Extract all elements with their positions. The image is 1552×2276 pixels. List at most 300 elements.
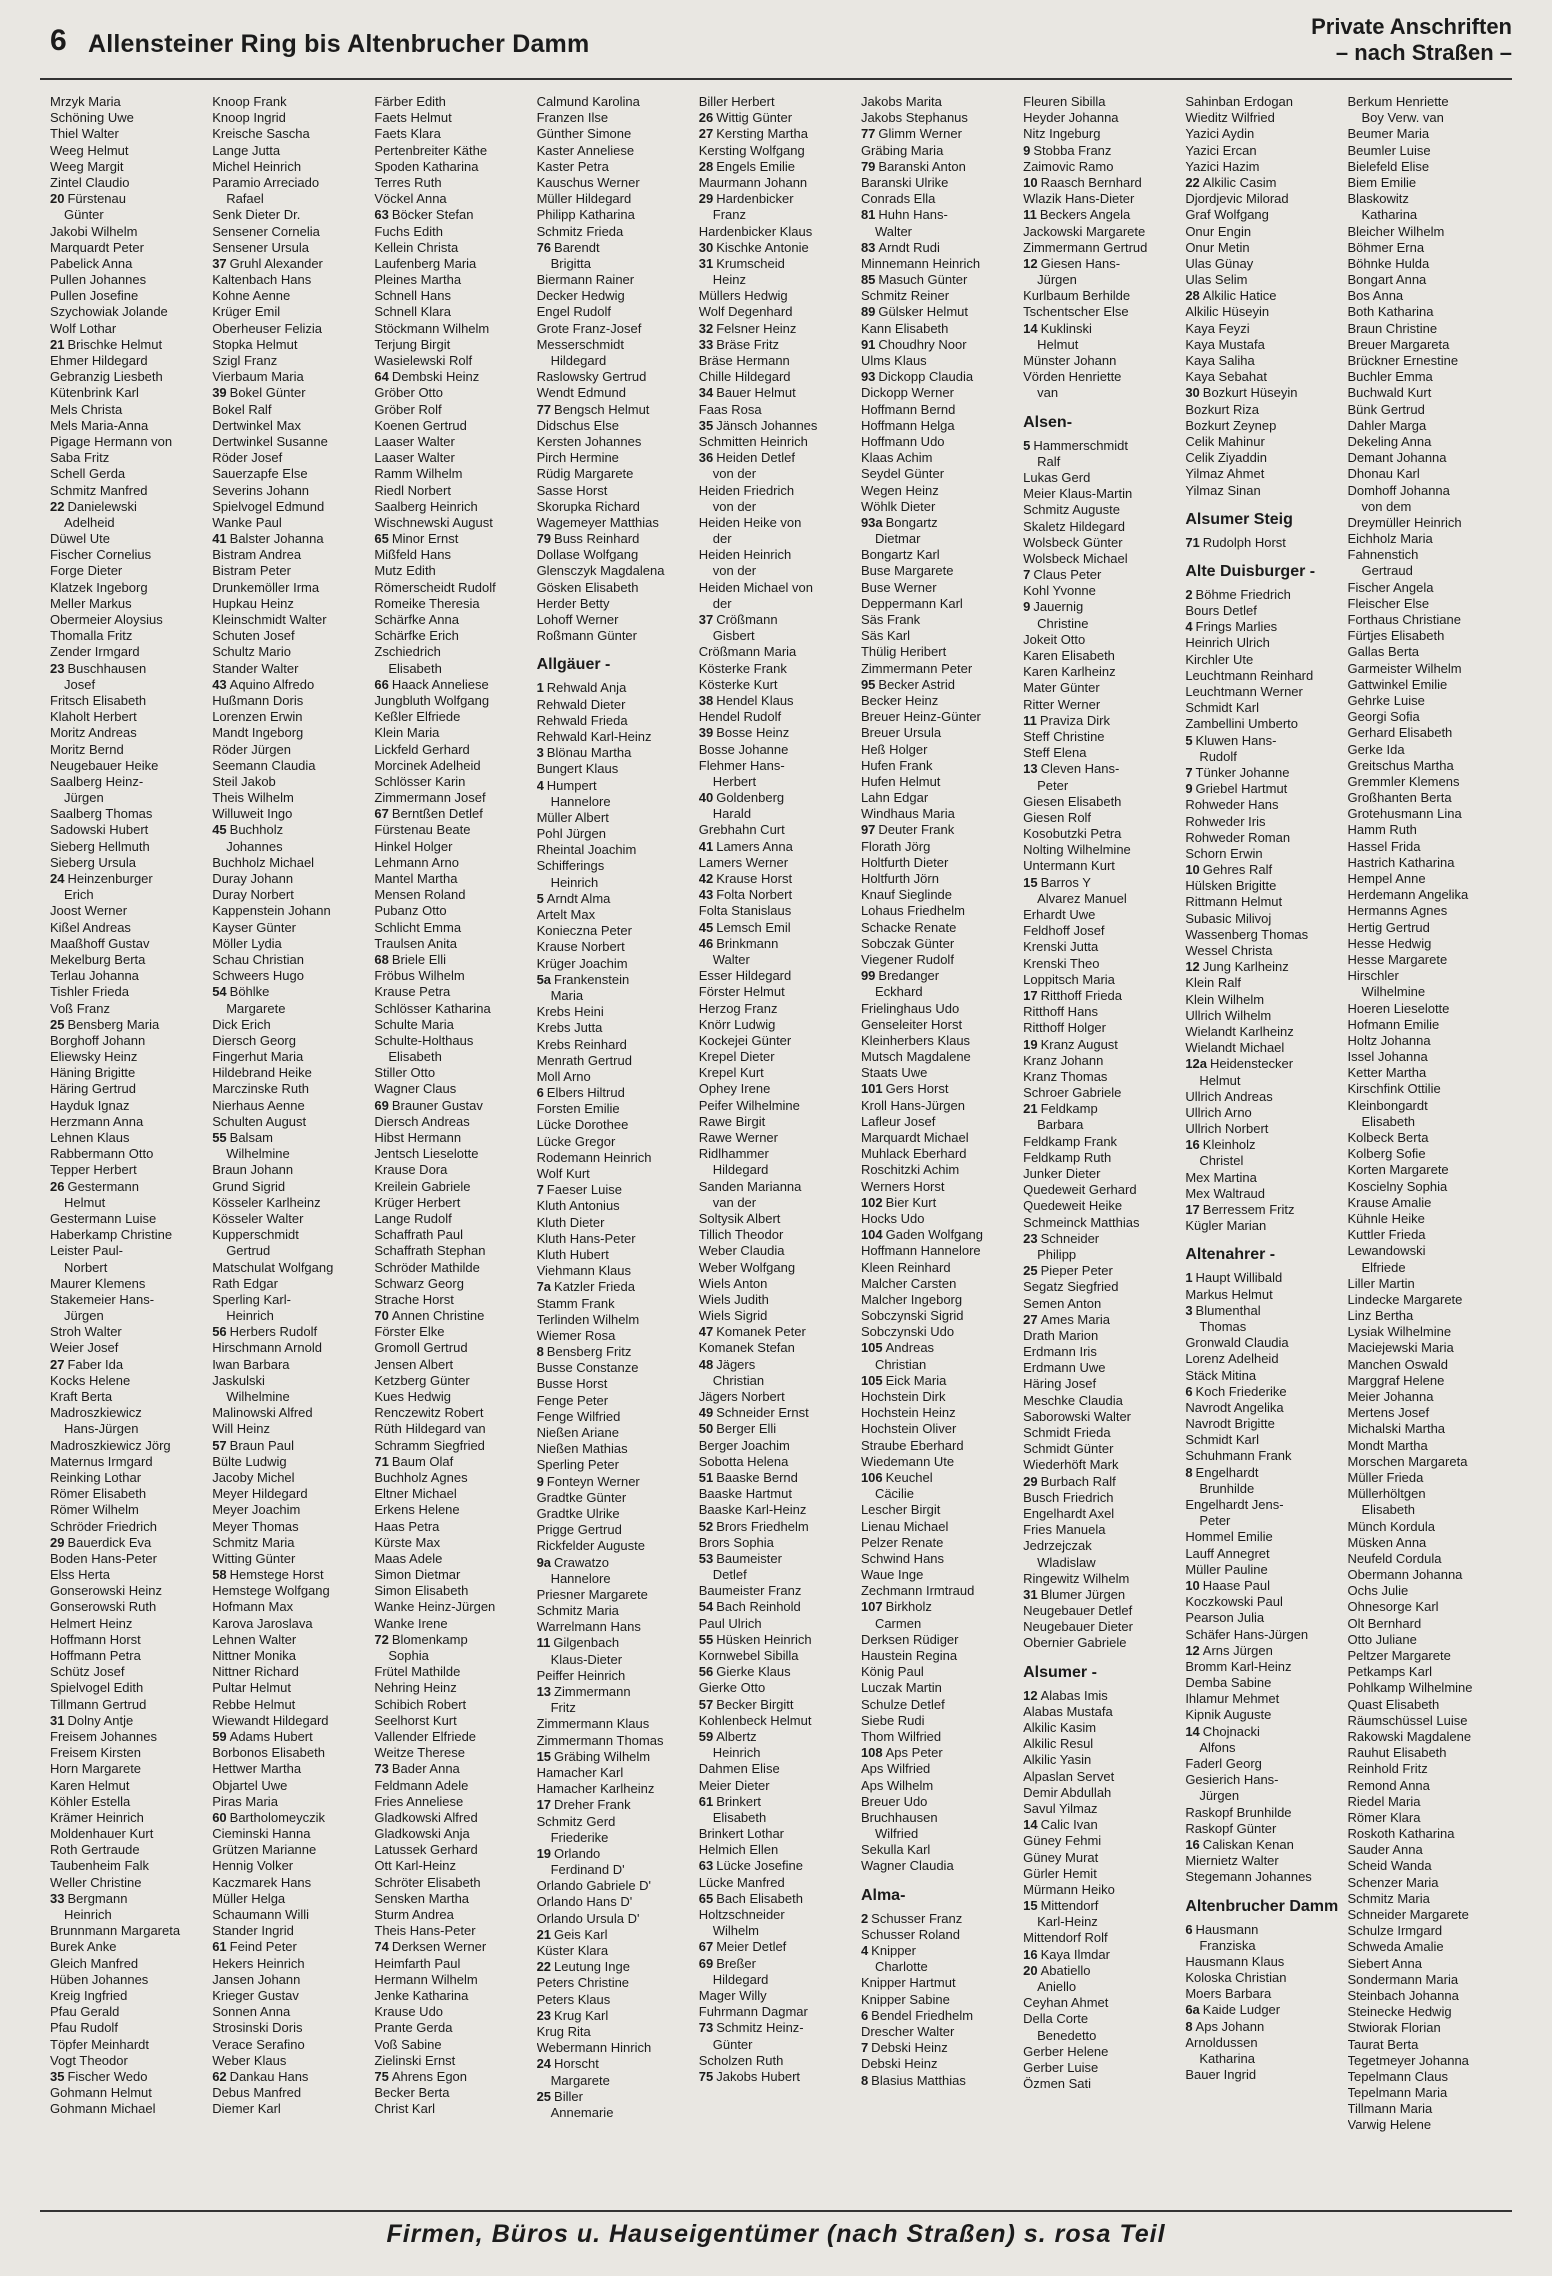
resident-entry: Scholzen Ruth (698, 2052, 784, 2068)
entry-continuation: Rudolf (1199, 748, 1237, 764)
resident-entry: Fleischer Else (1347, 595, 1430, 611)
resident-entry: Graf Wolfgang (1185, 207, 1269, 223)
house-number: 55 (698, 1631, 714, 1647)
resident-entry: Schacke Renate (860, 919, 957, 935)
resident-entry: Sobczynski Sigrid (860, 1308, 964, 1324)
resident-entry: Luczak Martin (860, 1680, 942, 1696)
resident-entry: Buse Werner (860, 579, 937, 595)
house-number: 65 (698, 1890, 714, 1906)
entry-continuation: Heinrich (550, 874, 599, 890)
resident-entry: Wiedemann Ute (860, 1453, 955, 1469)
house-number: 57 (212, 1437, 227, 1453)
resident-entry: Tepelmann Claus (1347, 2068, 1448, 2084)
resident-entry: Mantel Martha (374, 871, 458, 886)
resident-entry (50, 499, 212, 515)
resident-entry: Jaskulski (212, 1372, 265, 1388)
resident-entry: Schulte-Holthaus (374, 1032, 474, 1048)
resident-entry: Jokeit Otto (1023, 631, 1086, 647)
resident-entry: Müller Pauline (1185, 1561, 1268, 1577)
resident-entry: Madroszkiewicz (50, 1405, 142, 1421)
resident-entry: Hirschler (1347, 968, 1399, 984)
resident-name: Goldenberg (716, 790, 785, 806)
resident-entry: Häring Josef (1023, 1376, 1097, 1392)
resident-entry: Kreische Sascha (212, 126, 310, 142)
resident-name: Kuklinski (1040, 320, 1092, 336)
page-number: 6 (50, 24, 67, 57)
resident-entry: Kipnik Auguste (1185, 1707, 1272, 1723)
resident-entry: Konieczna Peter (536, 923, 632, 939)
resident-name: Aps Peter (885, 1745, 943, 1761)
resident-name: Becker Astrid (878, 676, 955, 692)
resident-entry: Gallas Berta (1347, 644, 1420, 660)
resident-entry: Fischer Angela (1347, 579, 1434, 595)
resident-entry: Klein Ralf (1185, 975, 1241, 991)
resident-entry: Kolbeck Berta (1347, 1130, 1429, 1145)
resident-entry: Pultar Helmut (212, 1680, 291, 1696)
resident-entry: Gradtke Günter (536, 1489, 627, 1505)
directory-column (1185, 94, 1347, 2190)
resident-entry: Ritthoff Hans (1023, 1004, 1099, 1020)
resident-name: Geis Karl (554, 1926, 608, 1942)
house-number: 89 (860, 304, 876, 320)
resident-name: Beckers Angela (1039, 207, 1131, 223)
resident-entry: Tegetmeyer Johanna (1347, 2052, 1469, 2068)
resident-entry: Derksen Rüdiger (860, 1631, 959, 1647)
resident-entry (699, 871, 861, 887)
house-number: 14 (1185, 1723, 1200, 1739)
resident-entry: Tishler Frieda (50, 984, 129, 1000)
entry-continuation: Ralf (1037, 453, 1061, 469)
resident-entry: Müller Helga (212, 1890, 286, 1906)
resident-entry: Röder Josef (212, 450, 283, 466)
resident-entry: Tepelmann Maria (1347, 2085, 1448, 2101)
resident-entry: Quedeweit Heike (1023, 1198, 1123, 1214)
resident-entry: Seydel Günter (860, 466, 945, 482)
resident-entry: Holtzschneider (698, 1907, 785, 1922)
house-number: 60 (212, 1809, 227, 1825)
house-number: 69 (374, 1097, 389, 1113)
resident-entry: Engelhardt Axel (1023, 1505, 1115, 1521)
resident-entry: Erhardt Uwe (1023, 907, 1096, 922)
resident-entry: Spielvogel Edmund (212, 498, 325, 514)
resident-entry: Otto Juliane (1347, 1631, 1417, 1647)
resident-entry: Reinking Lothar (50, 1469, 142, 1485)
resident-entry: Hoffmann Bernd (860, 401, 956, 417)
entry-continuation: Ferdinand D' (550, 1862, 625, 1878)
resident-entry: Stamm Frank (536, 1295, 615, 1311)
house-number: 55 (212, 1130, 227, 1145)
resident-name: Crawatzo (554, 1554, 609, 1570)
resident-name: Danielewski (67, 498, 137, 514)
resident-entry (699, 1697, 861, 1713)
resident-entry: Bülte Ludwig (212, 1453, 287, 1469)
resident-entry: Ulms Klaus (860, 353, 927, 368)
resident-entry: Moldenhauer Kurt (50, 1826, 154, 1842)
resident-entry: Kluth Hubert (536, 1246, 609, 1262)
house-number: 14 (1023, 1817, 1038, 1833)
resident-entry (699, 1405, 861, 1421)
resident-entry: Sobczak Günter (860, 935, 955, 951)
resident-entry: Hemstege Wolfgang (212, 1583, 330, 1599)
resident-entry: Malcher Ingeborg (860, 1291, 963, 1307)
resident-entry: Wanke Heinz-Jürgen (374, 1599, 496, 1615)
resident-entry: Kohne Aenne (212, 288, 291, 304)
house-number: 21 (1023, 1101, 1038, 1117)
house-number: 75 (374, 2068, 389, 2084)
resident-entry: Engel Rudolf (536, 304, 612, 320)
resident-entry: Diemer Karl (212, 2101, 281, 2117)
resident-entry: Erkens Helene (374, 1502, 460, 1518)
resident-entry: Küster Klara (536, 1943, 609, 1958)
resident-entry (537, 1474, 699, 1490)
resident-entry: Bleicher Wilhelm (1347, 223, 1445, 239)
resident-entry (537, 891, 699, 907)
directory-column (1023, 94, 1185, 2190)
resident-entry: Hermanns Agnes (1347, 903, 1448, 919)
resident-entry: Böhnke Hulda (1347, 255, 1430, 271)
resident-entry: Alkilic Kasim (1023, 1720, 1097, 1735)
resident-entry: Kersten Johannes (536, 433, 642, 449)
resident-entry (212, 984, 374, 1000)
resident-entry: Ulas Selim (1185, 272, 1248, 288)
house-number: 25 (536, 2088, 552, 2104)
resident-name: Koch Friederike (1195, 1383, 1287, 1399)
resident-entry: Hufen Helmut (860, 773, 941, 789)
resident-entry: Brors Sophia (698, 1534, 774, 1550)
resident-entry (374, 677, 536, 693)
house-number: 42 (698, 871, 714, 886)
resident-entry: Hoffmann Udo (860, 433, 945, 449)
resident-entry: Gonserowski Heinz (50, 1583, 162, 1599)
resident-entry: Jenke Katharina (374, 1987, 469, 2003)
resident-entry: Viehmann Klaus (536, 1263, 631, 1279)
resident-entry: Kuttler Frieda (1347, 1227, 1426, 1243)
resident-entry (212, 385, 374, 401)
resident-entry (1185, 765, 1347, 781)
resident-entry: Ulas Günay (1185, 255, 1254, 271)
resident-entry: Krämer Heinrich (50, 1809, 144, 1825)
directory-column (699, 94, 861, 2190)
house-number: 106 (860, 1469, 883, 1485)
resident-entry (1185, 2002, 1347, 2018)
resident-entry: Erdmann Iris (1023, 1344, 1097, 1360)
resident-entry: Kellein Christa (374, 239, 459, 255)
resident-entry: Faas Rosa (698, 401, 762, 417)
resident-entry (699, 256, 861, 272)
resident-entry (1023, 988, 1185, 1004)
resident-entry: Meschke Claudia (1023, 1392, 1123, 1408)
resident-entry (699, 1519, 861, 1535)
resident-entry: Morschen Margareta (1347, 1453, 1468, 1469)
resident-entry: Günther Simone (536, 126, 632, 142)
resident-entry: Holtz Johanna (1347, 1032, 1431, 1048)
resident-entry: Lescher Birgit (860, 1502, 941, 1518)
page-footer (40, 2210, 1512, 2258)
resident-entry: Karova Jaroslava (212, 1615, 313, 1631)
resident-entry (374, 207, 536, 223)
resident-entry: Müllers Hedwig (698, 288, 788, 304)
resident-entry: Riedl Norbert (374, 482, 451, 498)
resident-entry: Wischnewski August (374, 514, 493, 530)
resident-entry: Minnemann Heinrich (860, 255, 981, 271)
resident-entry: Ketter Martha (1347, 1065, 1427, 1081)
resident-entry: Weber Wolfgang (698, 1259, 796, 1275)
resident-entry (537, 1846, 699, 1862)
resident-entry (699, 1599, 861, 1615)
resident-name: Haase Paul (1202, 1577, 1270, 1593)
resident-entry: Schmitz Maria (1347, 1890, 1430, 1906)
house-number: 59 (212, 1728, 227, 1744)
resident-entry (699, 839, 861, 855)
resident-entry: Kügler Marian (1185, 1218, 1267, 1234)
resident-name: Aps Johann (1195, 2018, 1265, 2034)
resident-name: Ahrens Egon (391, 2068, 468, 2084)
resident-entry: Marquardt Michael (860, 1130, 969, 1145)
resident-name: Blomenkamp (391, 1631, 468, 1647)
resident-entry (374, 1632, 536, 1648)
resident-entry: Eliewsky Heinz (50, 1049, 138, 1065)
resident-entry (50, 1535, 212, 1551)
resident-entry: Skorupka Richard (536, 498, 640, 514)
resident-entry: Fritsch Elisabeth (50, 692, 147, 708)
resident-entry: Holtfurth Dieter (860, 854, 949, 870)
resident-entry: Fürstenau Beate (374, 822, 471, 838)
resident-entry: Schärfke Erich (374, 628, 459, 644)
resident-entry: Säs Karl (860, 628, 911, 644)
resident-name: Komanek Peter (716, 1324, 806, 1340)
resident-entry: Windhaus Maria (860, 806, 955, 822)
house-number: 101 (860, 1081, 883, 1097)
resident-name: Birkholz (885, 1599, 932, 1615)
resident-entry: Berkum Henriette (1347, 94, 1449, 109)
resident-entry (1023, 1947, 1185, 1963)
resident-entry: Rohweder Roman (1185, 829, 1291, 845)
resident-entry (1185, 535, 1347, 551)
resident-entry: Alpaslan Servet (1023, 1768, 1115, 1784)
resident-entry: Wolsbeck Günter (1023, 534, 1123, 550)
resident-entry: Kaya Saliha (1185, 353, 1255, 368)
resident-entry: Heimfarth Paul (374, 1955, 461, 1971)
house-number: 73 (698, 2020, 714, 2036)
resident-name: Schneider (1040, 1230, 1100, 1246)
house-number: 53 (698, 1550, 714, 1566)
resident-entry: Schmitz Maria (212, 1534, 295, 1550)
resident-entry: Wolsbeck Michael (1023, 550, 1128, 566)
house-number: 35 (50, 2068, 65, 2084)
resident-entry: Objartel Uwe (212, 1777, 288, 1793)
resident-entry: Rodemann Heinrich (536, 1149, 652, 1165)
resident-entry (1185, 175, 1347, 191)
resident-entry: Petkamps Karl (1347, 1664, 1433, 1680)
resident-entry: Schusser Roland (860, 1926, 960, 1942)
resident-entry: Lehnen Walter (212, 1631, 297, 1647)
resident-entry: Neugebauer Detlef (1023, 1603, 1133, 1619)
resident-entry: Wolf Degenhard (698, 304, 793, 320)
house-number: 108 (860, 1745, 883, 1761)
resident-entry: Krebs Heini (536, 1004, 604, 1020)
resident-entry: Buchholz Agnes (374, 1469, 468, 1485)
street-heading: Alsen- (1023, 413, 1073, 431)
resident-entry: Dertwinkel Susanne (212, 433, 328, 449)
resident-entry: Schmidt Günter (1023, 1441, 1114, 1457)
entry-continuation: Hans-Jürgen (64, 1421, 139, 1437)
resident-name: Brischke Helmut (67, 336, 163, 352)
resident-entry (1023, 175, 1185, 191)
resident-entry: Navrodt Angelika (1185, 1399, 1284, 1415)
entry-continuation: Helmut (1199, 1072, 1241, 1088)
resident-entry: Schäfer Hans-Jürgen (1185, 1626, 1309, 1642)
resident-entry: Köhler Estella (50, 1793, 131, 1809)
resident-entry: Biller Herbert (698, 94, 775, 109)
resident-entry: Raskopf Günter (1185, 1820, 1277, 1836)
resident-entry: Miernietz Walter (1185, 1853, 1279, 1869)
resident-entry: Arnoldussen (1185, 2034, 1258, 2050)
resident-entry: Spielvogel Edith (50, 1680, 144, 1696)
street-heading: Altenahrer - (1185, 1246, 1276, 1264)
resident-entry: Helmert Heinz (50, 1615, 133, 1631)
resident-entry: Iwan Barbara (212, 1356, 290, 1372)
resident-name: Hausmann (1195, 1921, 1259, 1937)
resident-entry: Gohmann Michael (50, 2101, 156, 2117)
resident-entry: Blaskowitz (1347, 191, 1409, 207)
resident-entry: Schmidt Karl (1185, 700, 1260, 716)
resident-entry: Renczewitz Robert (374, 1405, 484, 1421)
resident-entry (1185, 1837, 1347, 1853)
resident-entry: Kohlenbeck Helmut (698, 1712, 812, 1728)
resident-entry: Genseleiter Horst (860, 1016, 963, 1032)
entry-continuation: Franziska (1199, 1937, 1256, 1953)
resident-entry: Komanek Stefan (698, 1340, 795, 1356)
resident-name: Lemsch Emil (716, 919, 791, 935)
resident-entry: Sekulla Karl (860, 1842, 931, 1858)
entry-continuation: Brigitta (550, 255, 592, 271)
resident-name: Ames Maria (1040, 1311, 1110, 1327)
resident-entry (861, 677, 1023, 693)
resident-entry: Ramm Wilhelm (374, 466, 463, 482)
resident-entry (50, 337, 212, 353)
resident-entry: Schmitz Reiner (860, 288, 950, 304)
house-number: 26 (50, 1178, 65, 1194)
resident-entry: Lahn Edgar (860, 790, 929, 806)
resident-entry: Hastrich Katharina (1347, 854, 1455, 870)
resident-entry: Hußmann Doris (212, 692, 304, 708)
resident-name: Meier Detlef (716, 1939, 787, 1955)
house-number: 39 (212, 385, 227, 401)
resident-entry (1185, 619, 1347, 635)
resident-entry: Dekeling Anna (1347, 433, 1432, 449)
entry-continuation: Fritz (550, 1700, 576, 1716)
resident-entry: Hibst Hermann (374, 1130, 462, 1145)
resident-entry: Meier Klaus-Martin (1023, 486, 1133, 502)
resident-name: Heinzenburger (67, 871, 153, 886)
entry-continuation: von dem (1361, 498, 1412, 514)
resident-entry: Mutz Edith (374, 563, 436, 579)
resident-entry: Buchler Emma (1347, 369, 1433, 385)
resident-entry (374, 1939, 536, 1955)
resident-entry: Nießen Mathias (536, 1441, 628, 1457)
resident-entry: Jungbluth Wolfgang (374, 692, 490, 708)
resident-entry: Brunnmann Margareta (50, 1923, 181, 1939)
resident-name: Bosse Heinz (716, 725, 790, 741)
resident-entry: Hoffmann Helga (860, 417, 955, 433)
house-number: 64 (374, 369, 389, 385)
resident-entry: Paramio Arreciado (212, 174, 320, 190)
resident-name: Dembski Heinz (391, 369, 480, 385)
resident-entry (537, 1279, 699, 1295)
entry-continuation: von der (712, 498, 757, 514)
house-number: 19 (536, 1845, 552, 1861)
resident-entry: Marggraf Helene (1347, 1372, 1445, 1388)
resident-entry: Schröder Friedrich (50, 1518, 157, 1534)
entry-continuation: Margarete (550, 2072, 610, 2088)
resident-entry (1023, 321, 1185, 337)
street-heading: Alsumer - (1023, 1663, 1097, 1681)
entry-continuation: Jürgen (1037, 272, 1077, 288)
resident-entry: Gräbing Maria (860, 142, 944, 158)
resident-entry: Karen Elisabeth (1023, 648, 1115, 663)
entry-continuation: Elisabeth (1361, 1502, 1415, 1518)
house-number: 9 (536, 1473, 544, 1489)
resident-entry: Maaßhoff Gustav (50, 935, 150, 951)
resident-entry: Theis Hans-Peter (374, 1923, 476, 1939)
house-number: 23 (1023, 1230, 1038, 1246)
resident-entry (50, 191, 212, 207)
resident-entry: Engelhardt Jens- (1185, 1497, 1284, 1512)
resident-entry: Pearson Julia (1185, 1610, 1265, 1626)
entry-continuation: Christian (712, 1372, 765, 1388)
resident-entry: Wagemeyer Matthias (536, 514, 659, 530)
resident-entry (699, 2020, 861, 2036)
resident-entry: Meier Dieter (698, 1777, 770, 1793)
resident-entry (50, 1357, 212, 1373)
resident-entry: Hüben Johannes (50, 1971, 149, 1987)
resident-entry: Wiemer Rosa (536, 1327, 616, 1343)
resident-entry: Krause Petra (374, 984, 451, 1000)
resident-entry: Rickfelder Auguste (536, 1538, 645, 1554)
entry-continuation: Heinz (712, 272, 746, 288)
resident-name: Ritthoff Frieda (1040, 987, 1123, 1003)
house-number: 8 (1185, 2018, 1193, 2034)
house-number: 32 (698, 320, 714, 336)
resident-name: Eick Maria (885, 1372, 947, 1388)
resident-entry: Sanden Marianna (698, 1178, 802, 1194)
house-number: 54 (212, 984, 227, 1000)
resident-entry: Jakobs Marita (860, 94, 942, 109)
resident-entry: Pullen Johannes (50, 272, 147, 288)
resident-entry (861, 1227, 1023, 1243)
resident-name: Gaden Wolfgang (885, 1227, 983, 1243)
resident-entry: Nolting Wilhelmine (1023, 842, 1131, 858)
resident-name: Schneider Ernst (716, 1405, 809, 1421)
resident-entry: Schifferings (536, 858, 605, 874)
resident-entry (1185, 862, 1347, 878)
entry-continuation: Norbert (64, 1259, 108, 1275)
resident-entry: Webermann Hinrich (536, 2040, 652, 2056)
resident-entry: Spoden Katharina (374, 158, 479, 174)
resident-entry: Schaffrath Paul (374, 1227, 464, 1243)
resident-name: Hüsken Heinrich (716, 1631, 812, 1647)
resident-entry: Buchholz Michael (212, 854, 315, 870)
resident-entry: Rittmann Helmut (1185, 894, 1283, 910)
resident-entry: Romeike Theresia (374, 595, 480, 611)
entry-continuation: Sophia (388, 1648, 429, 1663)
resident-entry (374, 1308, 536, 1324)
resident-entry: Knörr Ludwig (698, 1016, 776, 1032)
resident-entry: Scheid Wanda (1347, 1858, 1432, 1874)
resident-entry: Bungert Klaus (536, 761, 619, 777)
resident-name: Kaide Ludger (1202, 2002, 1281, 2018)
resident-name: Gestermann (67, 1178, 140, 1194)
